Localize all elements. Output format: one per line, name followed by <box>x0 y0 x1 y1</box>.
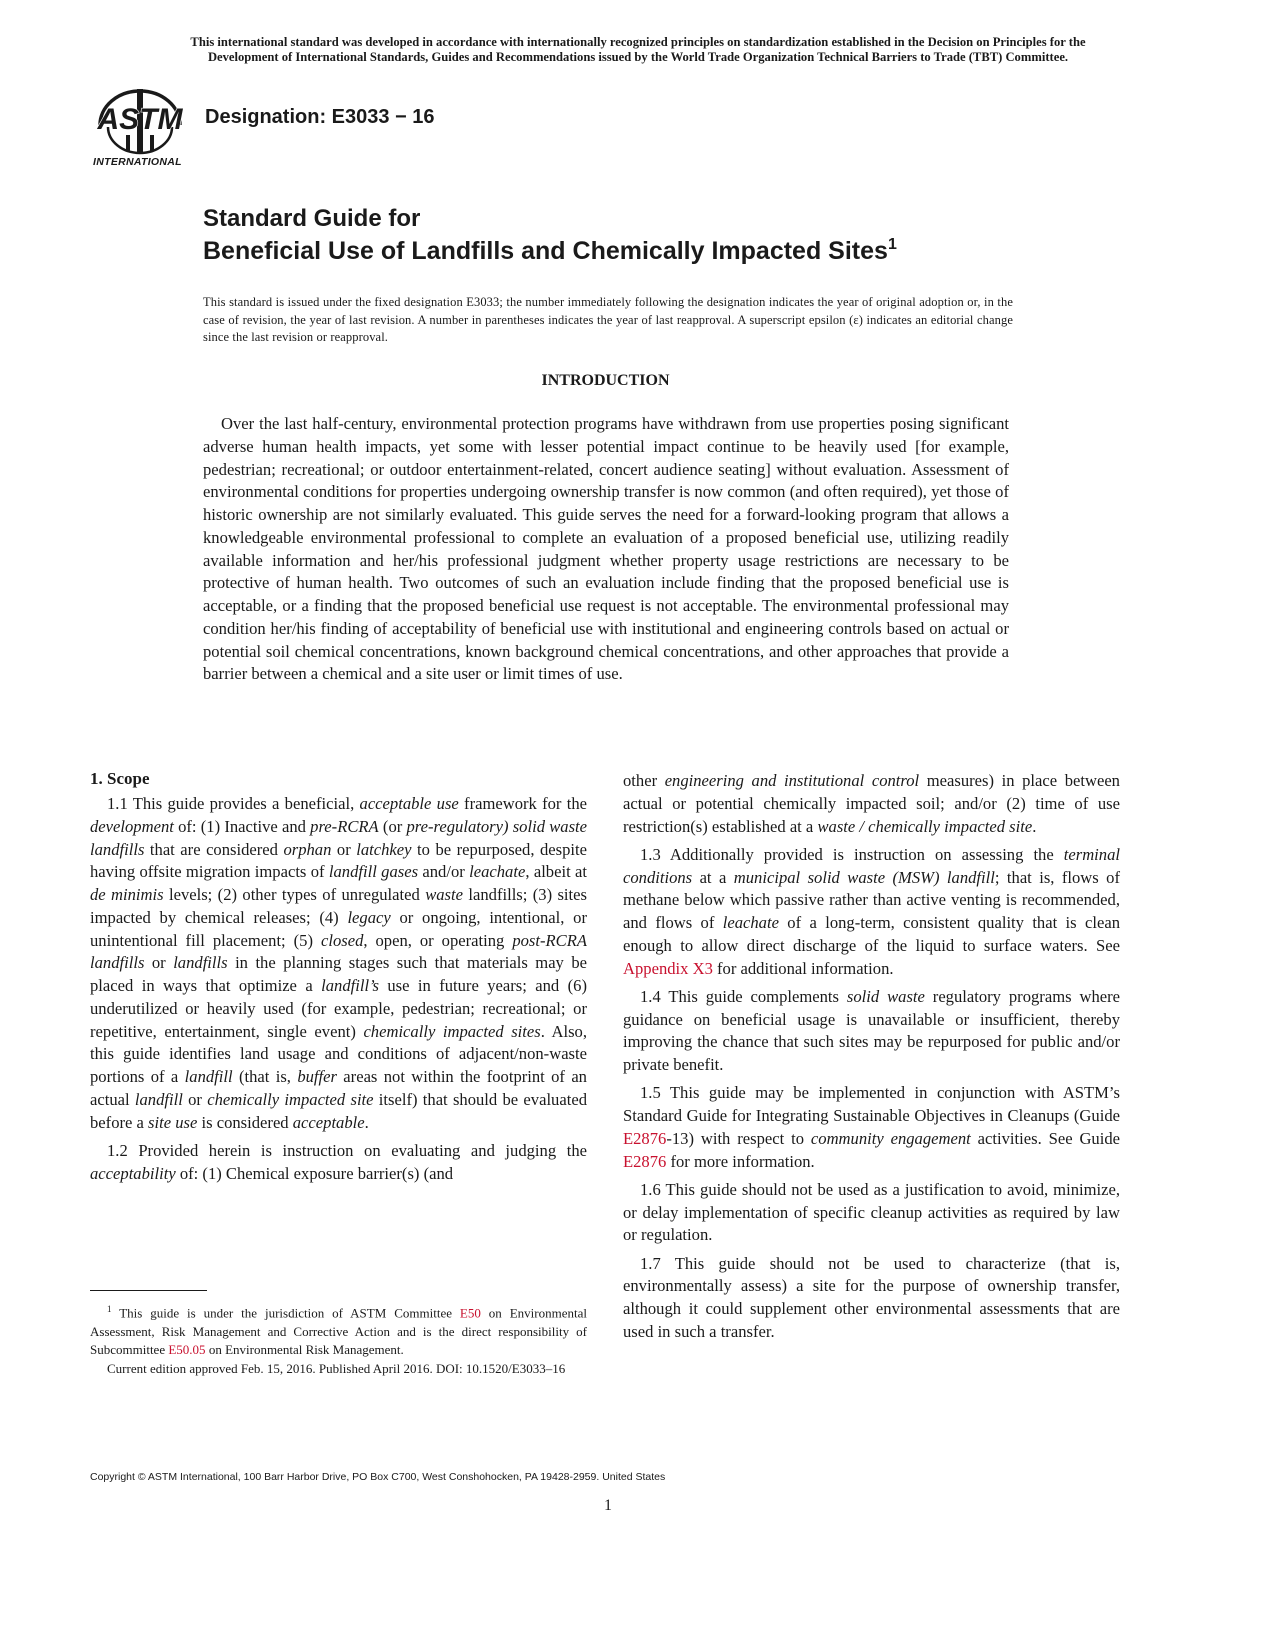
footnote-divider <box>90 1290 207 1291</box>
astm-logo-mark-icon <box>88 85 192 157</box>
paragraph-1-7: 1.7 This guide should not be used to characterize (that is, environmentally assess) a site for the purpose of ownership transfer, although it could supplement other environmental assessments that are used in such a transfer. <box>623 1253 1120 1341</box>
page-number: 1 <box>604 1497 612 1514</box>
paragraph-1-1: 1.1 This guide provides a beneficial, acceptable use framework for the development of: (1) Inactive and pre-RCRA (or pre-regulatory) solid waste landfills that are considered orphan or latchkey to be repurposed, despite having offsite migration impacts of landfill gases and/or leachate, albeit at de minimis levels; (2) other types of unregulated waste landfills; (3) sites impacted by chemical releases; (4) legacy or ongoing, intentional, or unintentional fill placement; (5) closed, open, or operating post-RCRA landfills or landfills in the planning stages such that materials may be placed in ways that optimize a landfill’s use in future years; and (6) underutilized or heavily used (for example, pedestrian; recreational; or repetitive, entertainment, single event) chemically impacted sites. Also, this guide identifies land usage and conditions of adjacent/non-waste portions of a landfill (that is, buffer areas not within the footprint of an actual landfill or chemically impacted site itself) that should be evaluated before a site use is considered acceptable. <box>90 794 588 1132</box>
astm-logo <box>88 85 192 171</box>
designation: Designation: E3033 − 16 <box>205 106 435 128</box>
paragraph-1-5: 1.5 This guide may be implemented in conjunction with ASTM’s Standard Guide for Integrating Sustainable Objectives in Cleanups (Guide E2876-13) with respect to community engagement activities. See Guide E2876 for more information. <box>623 1083 1120 1171</box>
title-footnote-mark[interactable]: 1 <box>887 236 897 253</box>
introduction-heading: INTRODUCTION <box>541 372 670 389</box>
title-line2 <box>203 235 897 271</box>
logo-letters: ASTM <box>97 103 183 136</box>
link-e2876-guide[interactable]: E2876 <box>623 1151 667 1171</box>
link-e50[interactable]: E50 <box>459 1305 481 1321</box>
right-column <box>623 770 1120 1349</box>
scope-heading: 1. Scope <box>90 769 150 788</box>
wto-notice <box>88 35 1188 65</box>
link-e50-05[interactable]: E50.05 <box>168 1342 206 1358</box>
wto-notice-line1: This international standard was developed in accordance with internationally recognized principles on standardization established in the Decision on Principles for the <box>190 35 1086 49</box>
paragraph-1-4: 1.4 This guide complements solid waste regulatory programs where guidance on beneficial usage is unavailable or insufficient, thereby improving the chance that such sites may be repurposed for public and/or private benefit. <box>623 986 1120 1074</box>
link-appendix-x3[interactable]: Appendix X3 <box>623 958 713 978</box>
paragraph-1-2-end: other engineering and institutional control measures) in place between actual or potential chemically impacted soil; and/or (2) time of use restriction(s) established at a waste / chemically impacted site. <box>623 771 1120 836</box>
logo-wordmark: INTERNATIONAL <box>93 156 182 168</box>
link-e2876[interactable]: E2876 <box>623 1128 667 1148</box>
issuance-statement: This standard is issued under the fixed designation E3033; the number immediately following the designation indicates the year of original adoption or, in the case of revision, the year of last revision. A number in parentheses indicates the year of last reapproval. A superscript epsilon (ε) indicates an editorial change since the last revision or reapproval. <box>203 295 1013 344</box>
paragraph-1-3: 1.3 Additionally provided is instruction on assessing the terminal conditions at a municipal solid waste (MSW) landfill; that is, flows of methane below which passive rather than active venting is recommended, and flows of leachate of a long-term, consistent quality that is clean enough to allow direct discharge of the liquid to surface waters. See Appendix X3 for additional information. <box>623 844 1120 978</box>
title-line1: Standard Guide for <box>203 205 421 232</box>
paragraph-1-6: 1.6 This guide should not be used as a justification to avoid, minimize, or delay implementation of specific cleanup activities as required by law or regulation. <box>623 1179 1120 1245</box>
title-main: Beneficial Use of Landfills and Chemically Impacted Sites <box>203 237 888 265</box>
copyright-notice: Copyright © ASTM International, 100 Barr Harbor Drive, PO Box C700, West Conshohocken, PA 19428-2959. United States <box>90 1471 666 1483</box>
footnote-edition: Current edition approved Feb. 15, 2016. Published April 2016. DOI: 10.1520/E3033–16 <box>107 1360 566 1376</box>
introduction-text: Over the last half-century, environmental protection programs have withdrawn from use properties posing significant adverse human health impacts, yet some with lesser potential impact continue to be heavily used [for example, pedestrian; recreational; or outdoor entertainment-related, concert audience seating] without evaluation. Assessment of environmental conditions for properties undergoing ownership transfer is now common (and often required), yet those of historic ownership are not similarly evaluated. This guide serves the need for a forward-looking program that allows a knowledgeable environmental professional to complete an evaluation of a proposed beneficial use, utilizing readily available information and her/his professional judgment whether property usage restrictions are necessary to be protective of human health. Two outcomes of such an evaluation include finding that the proposed beneficial use is acceptable, or a finding that the proposed beneficial use request is not acceptable. The environmental professional may condition her/his finding of acceptability of beneficial use with institutional and engineering controls based on actual or potential soil chemical concentrations, known background chemical concentrations, and other approaches that provide a barrier between a chemical and a site user or limit times of use. <box>203 414 1009 684</box>
wto-notice-line2: Development of International Standards, Guides and Recommendations issued by the World Trade Organization Technical Barriers to Trade (TBT) Committee. <box>207 50 1069 64</box>
footnote <box>90 1300 587 1378</box>
paragraph-1-2-start: 1.2 Provided herein is instruction on evaluating and judging the acceptability of: (1) Chemical exposure barrier(s) (and <box>90 1140 587 1183</box>
footnote-jurisdiction: $^1$ This guide is under the jurisdiction of ASTM Committee E50 on Environmental Assessment, Risk Management and Corrective Action and is the direct responsibility of Subcommittee E50.05 on Environmental Risk Management. <box>90 1304 587 1358</box>
left-column <box>90 793 587 1191</box>
